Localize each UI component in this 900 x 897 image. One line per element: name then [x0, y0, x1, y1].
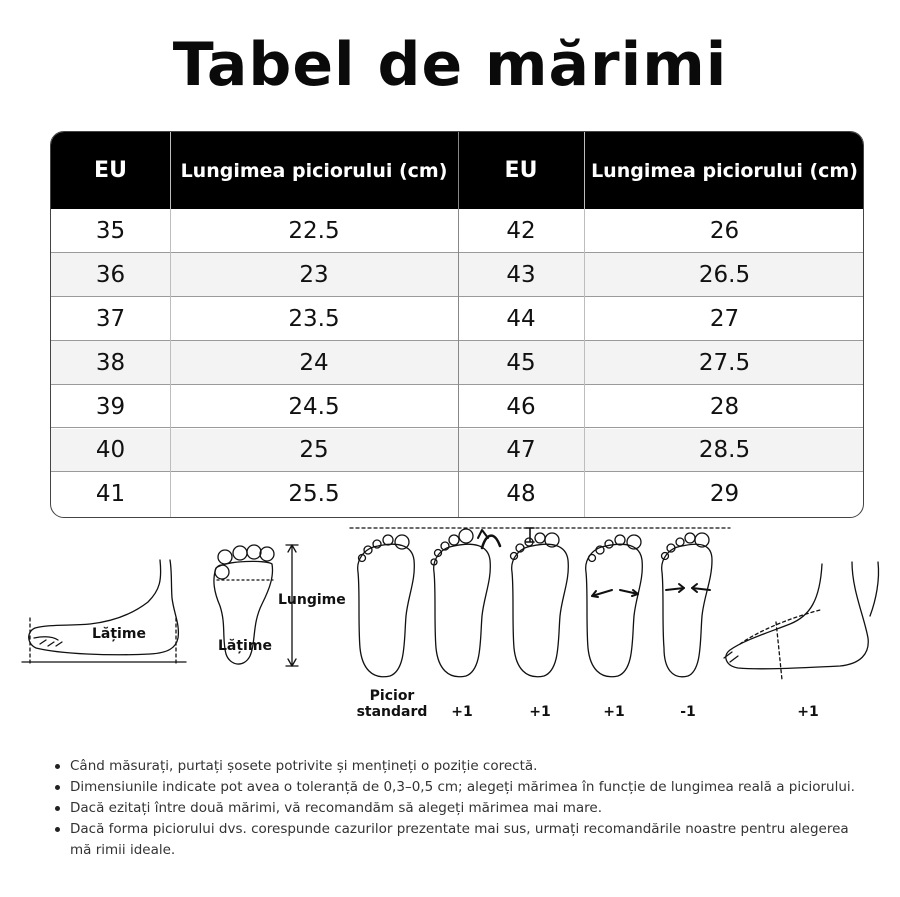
- eu-size-cell: 42: [506, 217, 536, 244]
- sole-width-label: Lățime: [218, 638, 272, 654]
- eu-size-cell: 45: [506, 349, 536, 376]
- foot-length-cell: 26: [709, 217, 740, 244]
- foot-length-cell: 28.5: [698, 437, 751, 464]
- narrow-foot-icon: [662, 533, 713, 677]
- eu-size-cell: 37: [95, 305, 126, 332]
- foot-length-cell: 25.5: [288, 481, 340, 508]
- standard-label-line1: Picior: [369, 688, 415, 704]
- foot-length-cell: 24.5: [288, 393, 340, 420]
- note-item: Dimensiunile indicate pot avea o toleranță de 0,3–0,5 cm; alegeți mărimea în funcție de lungimea reală a piciorului.: [52, 777, 872, 798]
- standard-foot-label: [352, 688, 432, 720]
- foot-length-cell: 27.5: [698, 349, 751, 376]
- adjustment-label: +1: [451, 704, 473, 720]
- table-row: [51, 385, 863, 429]
- column-divider: [584, 132, 585, 517]
- table-row: [51, 209, 863, 253]
- table-row: [51, 253, 863, 297]
- size-table: [50, 131, 864, 518]
- header-length-left: Lungimea piciorului (cm): [180, 159, 448, 182]
- eu-size-cell: 36: [95, 261, 126, 288]
- foot-length-cell: 22.5: [288, 217, 340, 244]
- standard-label-line2: standard: [356, 704, 428, 720]
- foot-length-cell: 26.5: [698, 261, 751, 288]
- eu-size-cell: 43: [506, 261, 536, 288]
- eu-size-cell: 40: [95, 437, 126, 464]
- foot-length-cell: 25: [299, 437, 329, 464]
- side-foot-icon: [22, 560, 186, 664]
- eu-size-cell: 39: [95, 393, 126, 420]
- header-length-right: Lungimea piciorului (cm): [591, 159, 858, 182]
- adjustment-label: -1: [680, 704, 696, 720]
- column-divider: [170, 132, 171, 517]
- header-eu-right: EU: [504, 158, 538, 183]
- table-row: [51, 429, 863, 473]
- foot-length-cell: 24: [299, 349, 329, 376]
- adjustment-label: +1: [603, 704, 625, 720]
- eu-size-cell: 35: [95, 217, 126, 244]
- notes-list: [52, 756, 872, 861]
- foot-length-cell: 23: [299, 261, 329, 288]
- table-row: [51, 472, 863, 516]
- adjustment-label: +1: [797, 704, 819, 720]
- standard-foot-icon: [358, 535, 415, 677]
- sole-length-label: Lungime: [278, 592, 346, 608]
- note-item: Dacă forma piciorului dvs. corespunde cazurilor prezentate mai sus, urmați recomandările noastre pentru alegerea mă rimii ideale.: [52, 819, 872, 861]
- header-eu-left: EU: [94, 158, 127, 183]
- adjustment-label: +1: [529, 704, 551, 720]
- foot-length-cell: 28: [709, 393, 740, 420]
- foot-length-cell: 23.5: [288, 305, 340, 332]
- side-width-label: Lățime: [92, 626, 146, 642]
- table-row: [51, 297, 863, 341]
- eu-size-cell: 47: [506, 437, 536, 464]
- page-title: Tabel de mărimi: [172, 30, 728, 100]
- table-header: [51, 132, 863, 209]
- eu-size-cell: 48: [506, 481, 536, 508]
- second-toe-foot-icon: [511, 528, 569, 677]
- column-divider: [458, 132, 459, 517]
- high-instep-foot-icon: [724, 562, 879, 680]
- table-row: [51, 341, 863, 385]
- foot-measurement-illustrations: [0, 520, 900, 740]
- eu-size-cell: 46: [506, 393, 536, 420]
- note-item: Dacă ezitați între două mărimi, vă recomandăm să alegeți mărimea mai mare.: [52, 798, 872, 819]
- eu-size-cell: 38: [95, 349, 126, 376]
- eu-size-cell: 44: [506, 305, 536, 332]
- long-big-toe-foot-icon: [431, 529, 500, 677]
- note-item: Când măsurați, purtați șosete potrivite și mențineți o poziție corectă.: [52, 756, 872, 777]
- foot-length-cell: 29: [709, 481, 740, 508]
- eu-size-cell: 41: [95, 481, 126, 508]
- wide-foot-icon: [586, 535, 643, 677]
- foot-length-cell: 27: [709, 305, 740, 332]
